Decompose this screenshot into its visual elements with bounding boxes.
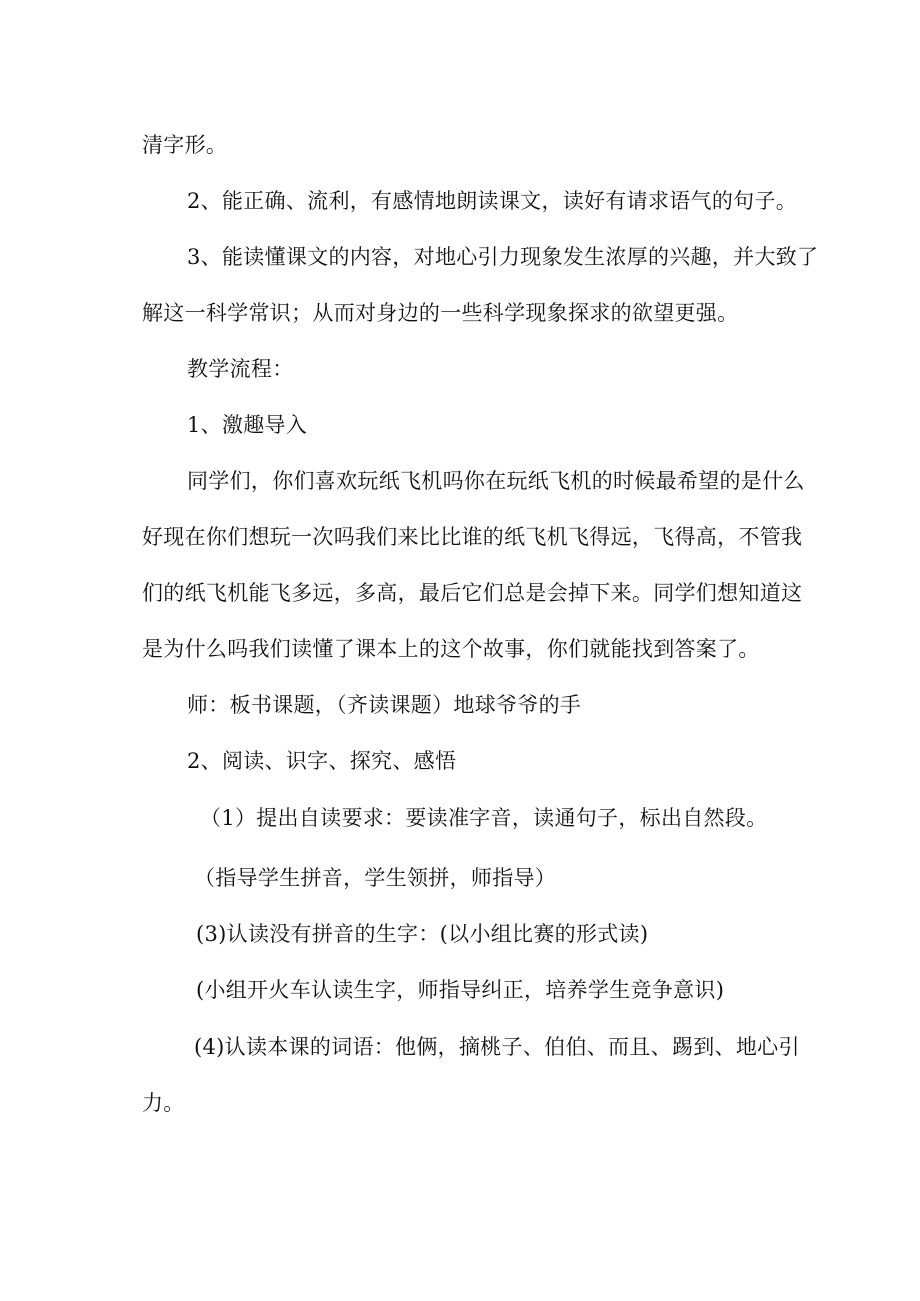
text-line: 好现在你们想玩一次吗我们来比比谁的纸飞机飞得远，飞得高，不管我: [142, 525, 803, 549]
text-line: (小组开火车认读生字，师指导纠正，培养学生竞争意识): [196, 978, 725, 1002]
section-heading: 教学流程：: [187, 357, 294, 381]
text-line: 们的纸飞机能飞多远，多高，最后它们总是会掉下来。同学们想知道这: [142, 581, 803, 605]
text-line: 2、能正确、流利，有感情地朗读课文，读好有请求语气的句子。: [187, 189, 798, 213]
text-line: 解这一科学常识；从而对身边的一些科学现象探求的欲望更强。: [142, 301, 739, 325]
text-line: 3、能读懂课文的内容，对地心引力现象发生浓厚的兴趣，并大致了: [187, 245, 819, 269]
text-line: 是为什么吗我们读懂了课本上的这个故事，你们就能找到答案了。: [142, 637, 760, 661]
text-line: (4)认读本课的词语：他俩，摘桃子、伯伯、而且、踢到、地心引: [194, 1035, 800, 1059]
text-line: （1）提出自读要求：要读准字音，读通句子，标出自然段。: [200, 806, 768, 830]
section-heading: 1、激趣导入: [187, 413, 308, 437]
text-line: 清字形。: [142, 133, 228, 157]
text-line: 力。: [142, 1091, 185, 1115]
text-line: 同学们，你们喜欢玩纸飞机吗你在玩纸飞机的时候最希望的是什么: [187, 469, 805, 493]
text-line: (3)认读没有拼音的生字：(以小组比赛的形式读): [196, 922, 649, 946]
text-line: （指导学生拼音，学生领拼，师指导）: [194, 866, 557, 890]
section-heading: 2、阅读、识字、探究、感悟: [187, 749, 457, 773]
text-line: 师：板书课题，（齐读课题）地球爷爷的手: [187, 693, 582, 717]
